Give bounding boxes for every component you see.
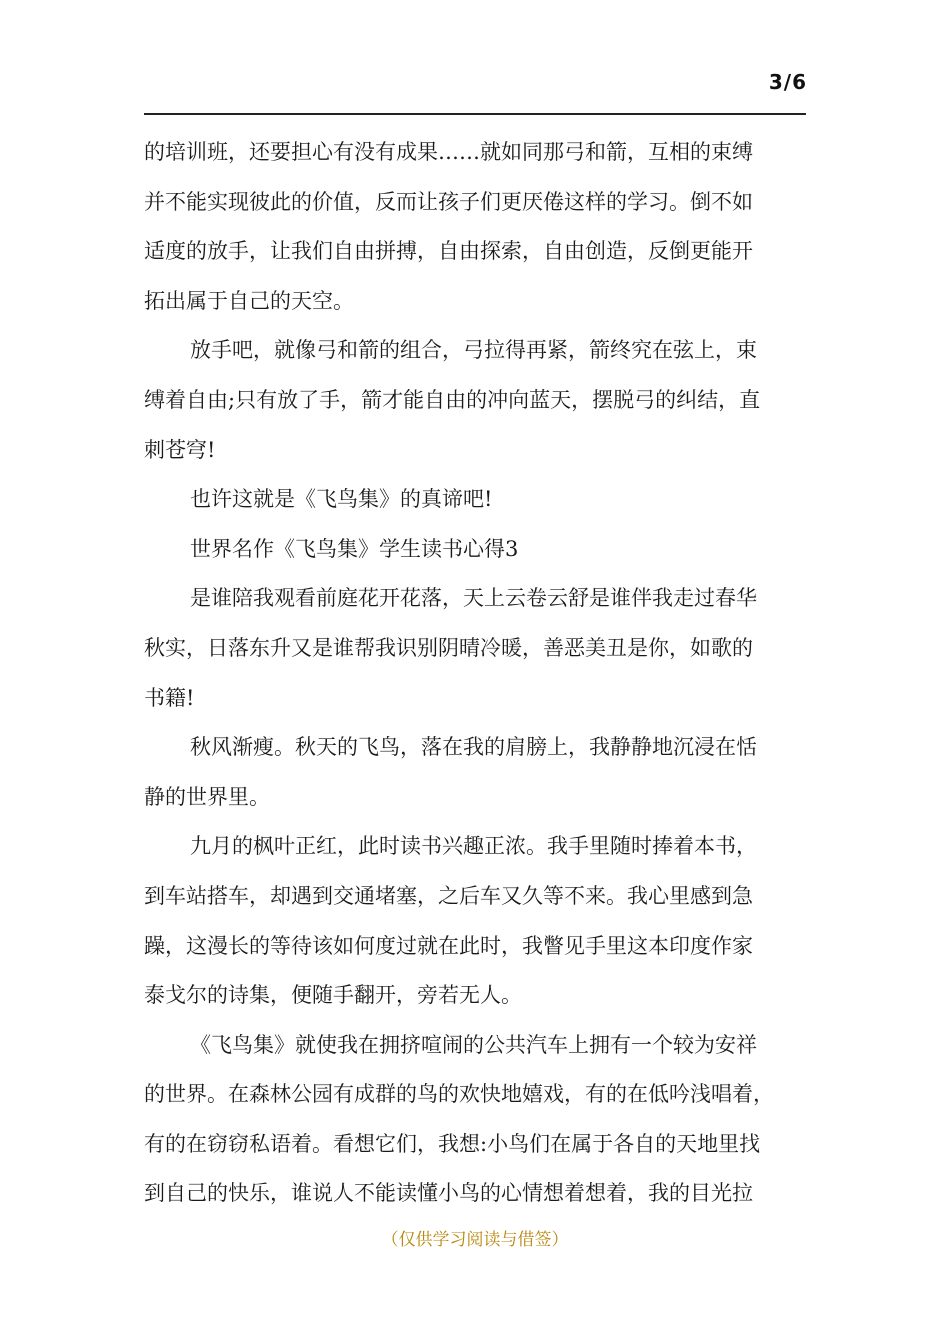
header-rule bbox=[144, 113, 806, 115]
text-line: 躁，这漫长的等待该如何度过就在此时，我瞥见手里这本印度作家 bbox=[144, 933, 753, 958]
text-line: 秋风渐瘦。秋天的飞鸟，落在我的肩膀上，我静静地沉浸在恬 bbox=[190, 735, 757, 760]
text-line: 适度的放手，让我们自由拼搏，自由探索，自由创造，反倒更能开 bbox=[144, 239, 753, 264]
page-number: 3/6 bbox=[768, 70, 807, 94]
text-line: 也许这就是《飞鸟集》的真谛吧! bbox=[190, 487, 493, 512]
document-body bbox=[144, 128, 808, 1219]
text-line: 的培训班，还要担心有没有成果……就如同那弓和箭，互相的束缚 bbox=[144, 140, 753, 164]
text-line: 是谁陪我观看前庭花开花落，天上云卷云舒是谁伴我走过春华 bbox=[190, 586, 757, 611]
text-line: 有的在窃窃私语着。看想它们，我想:小鸟们在属于各自的天地里找 bbox=[144, 1131, 761, 1156]
text-line: 并不能实现彼此的价值，反而让孩子们更厌倦这样的学习。倒不如 bbox=[144, 189, 753, 214]
text-line: 《飞鸟集》就使我在拥挤喧闹的公共汽车上拥有一个较为安祥 bbox=[190, 1032, 757, 1057]
text-line: 秋实，日落东升又是谁帮我识别阴晴冷暖，善恶美丑是你，如歌的 bbox=[144, 635, 753, 660]
text-line: 到自己的快乐，谁说人不能读懂小鸟的心情想着想着，我的目光拉 bbox=[144, 1181, 753, 1206]
text-line: 泰戈尔的诗集，便随手翻开，旁若无人。 bbox=[144, 983, 522, 1008]
text-line: 九月的枫叶正红，此时读书兴趣正浓。我手里随时捧着本书， bbox=[190, 834, 757, 859]
text-line: 书籍! bbox=[144, 685, 195, 710]
text-line: 刺苍穹! bbox=[144, 437, 216, 462]
text-line: 拓出属于自己的天空。 bbox=[144, 288, 354, 313]
text-line: 放手吧，就像弓和箭的组合，弓拉得再紧，箭终究在弦上，束 bbox=[190, 338, 757, 363]
footer-note: （仅供学习阅读与借签） bbox=[381, 1230, 569, 1250]
text-line: 的世界。在森林公园有成群的鸟的欢快地嬉戏，有的在低吟浅唱着， bbox=[144, 1082, 774, 1107]
text-line: 缚着自由;只有放了手，箭才能自由的冲向蓝天，摆脱弓的纠结，直 bbox=[144, 387, 761, 412]
text-line: 世界名作《飞鸟集》学生读书心得3 bbox=[190, 536, 519, 561]
text-line: 到车站搭车，却遇到交通堵塞，之后车又久等不来。我心里感到急 bbox=[144, 883, 753, 908]
text-line: 静的世界里。 bbox=[144, 784, 270, 809]
